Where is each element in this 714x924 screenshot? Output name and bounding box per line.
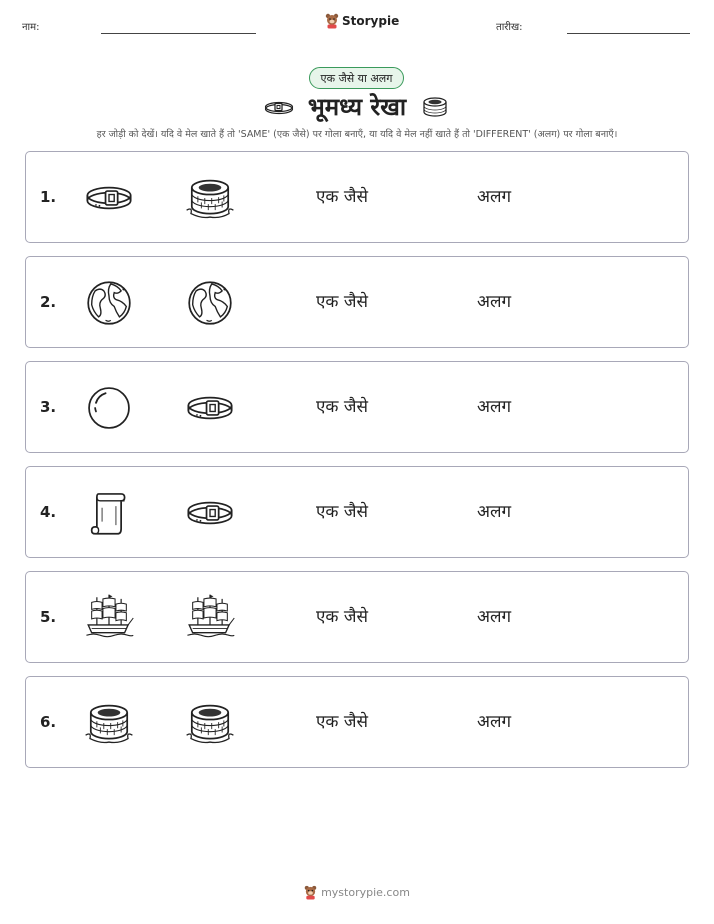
different-option[interactable]: अलग [477,502,512,522]
well-icon [420,95,450,119]
activity-badge: एक जैसे या अलग [309,67,404,89]
page-title: भूमध्य रेखा [307,93,407,121]
bear-icon [304,885,317,900]
scroll-icon [83,487,135,539]
instructions: हर जोड़ी को देखें। यदि वे मेल खाते हैं तो 'SAME' (एक जैसे) पर गोला बनाएँ, या यदि वे मेल नहीं खाते हैं तो 'DIFFERENT' (अलग) पर गोला बनाएँ। [96,129,618,140]
globe-icon [184,277,236,329]
same-option[interactable]: एक जैसे [316,502,368,522]
different-option[interactable]: अलग [477,292,512,312]
date-line[interactable] [567,33,690,34]
different-option[interactable]: अलग [477,397,512,417]
same-option[interactable]: एक जैसे [316,292,368,312]
belt-icon [184,487,236,539]
different-option[interactable]: अलग [477,607,512,627]
same-option[interactable]: एक जैसे [316,712,368,732]
well-icon [184,172,236,224]
question-number: 6. [40,713,57,731]
belt-icon [184,382,236,434]
well-icon [83,697,135,749]
same-option[interactable]: एक जैसे [316,187,368,207]
title-row [0,90,714,123]
footer [0,885,714,900]
question-row [25,676,689,768]
same-option[interactable]: एक जैसे [316,607,368,627]
different-option[interactable]: अलग [477,187,512,207]
footer-site: mystorypie.com [321,886,410,899]
question-row [25,571,689,663]
brand-name: Storypie [342,14,400,28]
question-row [25,256,689,348]
name-label: नाम: [22,22,40,33]
question-number: 4. [40,503,57,521]
storypie-logo [325,13,399,29]
bubble-icon [83,382,135,434]
same-option[interactable]: एक जैसे [316,397,368,417]
well-icon [184,697,236,749]
different-option[interactable]: अलग [477,712,512,732]
question-row [25,466,689,558]
question-number: 5. [40,608,57,626]
belt-icon [264,98,294,116]
ship-icon [83,592,135,644]
ship-icon [184,592,236,644]
belt-icon [83,172,135,224]
question-row [25,361,689,453]
globe-icon [83,277,135,329]
bear-icon [325,13,339,29]
question-row [25,151,689,243]
question-number: 1. [40,188,57,206]
question-number: 2. [40,293,57,311]
name-line[interactable] [101,33,256,34]
date-label: तारीख: [496,22,523,33]
question-number: 3. [40,398,57,416]
